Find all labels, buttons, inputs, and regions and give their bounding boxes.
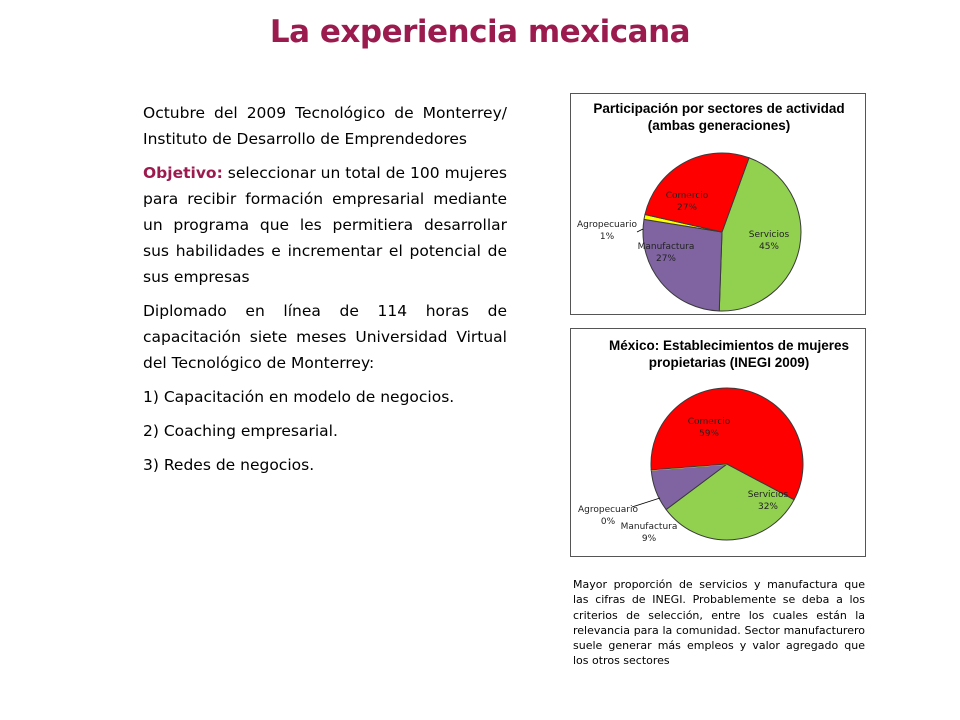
list-item: 1) Capacitación en modelo de negocios.: [143, 388, 455, 406]
slice-value-comercio: 27%: [676, 203, 698, 213]
pie-slice-manufactura: [643, 219, 722, 311]
slice-value-agropecuario: 1%: [599, 232, 615, 242]
slice-value-servicios: 45%: [758, 242, 780, 252]
slice-label-comercio: Comercio: [687, 417, 731, 427]
chart-note: Mayor proporción de servicios y manufactura que las cifras de INEGI. Probablemente se deba a los criterios de selección, entre los cuales están la relevancia para la comunidad. Sector manufacturero suele generar más empleos y valor agregado que los otros sectores: [573, 578, 865, 668]
main-text: [143, 100, 507, 486]
slice-value-agropecuario: 0%: [600, 517, 616, 527]
intro-paragraph: Octubre del 2009 Tecnológico de Monterrey/ Instituto de Desarrollo de Emprendedores: [143, 104, 507, 148]
diploma-paragraph: Diplomado en línea de 114 horas de capacitación siete meses Universidad Virtual del Tecnológico de Monterrey:: [143, 302, 507, 372]
slice-label-servicios: Servicios: [748, 230, 790, 240]
sector-participation-chart: [570, 93, 866, 315]
slice-value-manufactura: 27%: [655, 254, 677, 264]
leader-line: [637, 229, 643, 232]
slice-label-agropecuario: Agropecuario: [576, 220, 638, 230]
slice-label-manufactura: Manufactura: [620, 522, 678, 532]
slice-value-manufactura: 9%: [641, 534, 657, 544]
pie-chart-svg: [571, 329, 865, 556]
chart-title: propietarias (INEGI 2009): [648, 355, 810, 370]
chart-title: Participación por sectores de actividad: [593, 101, 845, 116]
slice-label-agropecuario: Agropecuario: [577, 505, 639, 515]
slice-label-manufactura: Manufactura: [637, 242, 695, 252]
objective-text: seleccionar un total de 100 mujeres para recibir formación empresarial mediante un programa que les permitiera desarrollar sus habilidades e incrementar el potencial de sus empresas: [143, 164, 507, 286]
page-title: La experiencia mexicana: [269, 14, 691, 50]
chart-title: México: Establecimientos de mujeres: [608, 338, 850, 353]
objective-paragraph: [143, 160, 507, 290]
inegi-establishments-chart: [570, 328, 866, 557]
slice-value-comercio: 59%: [698, 429, 720, 439]
slice-label-servicios: Servicios: [747, 490, 789, 500]
objective-label: Objetivo:: [143, 164, 223, 182]
slice-value-servicios: 32%: [757, 502, 779, 512]
list-item: 3) Redes de negocios.: [143, 456, 315, 474]
chart-title: (ambas generaciones): [647, 118, 791, 133]
slice-label-comercio: Comercio: [665, 191, 709, 201]
pie-chart-svg: [571, 94, 865, 314]
list-item: 2) Coaching empresarial.: [143, 422, 338, 440]
